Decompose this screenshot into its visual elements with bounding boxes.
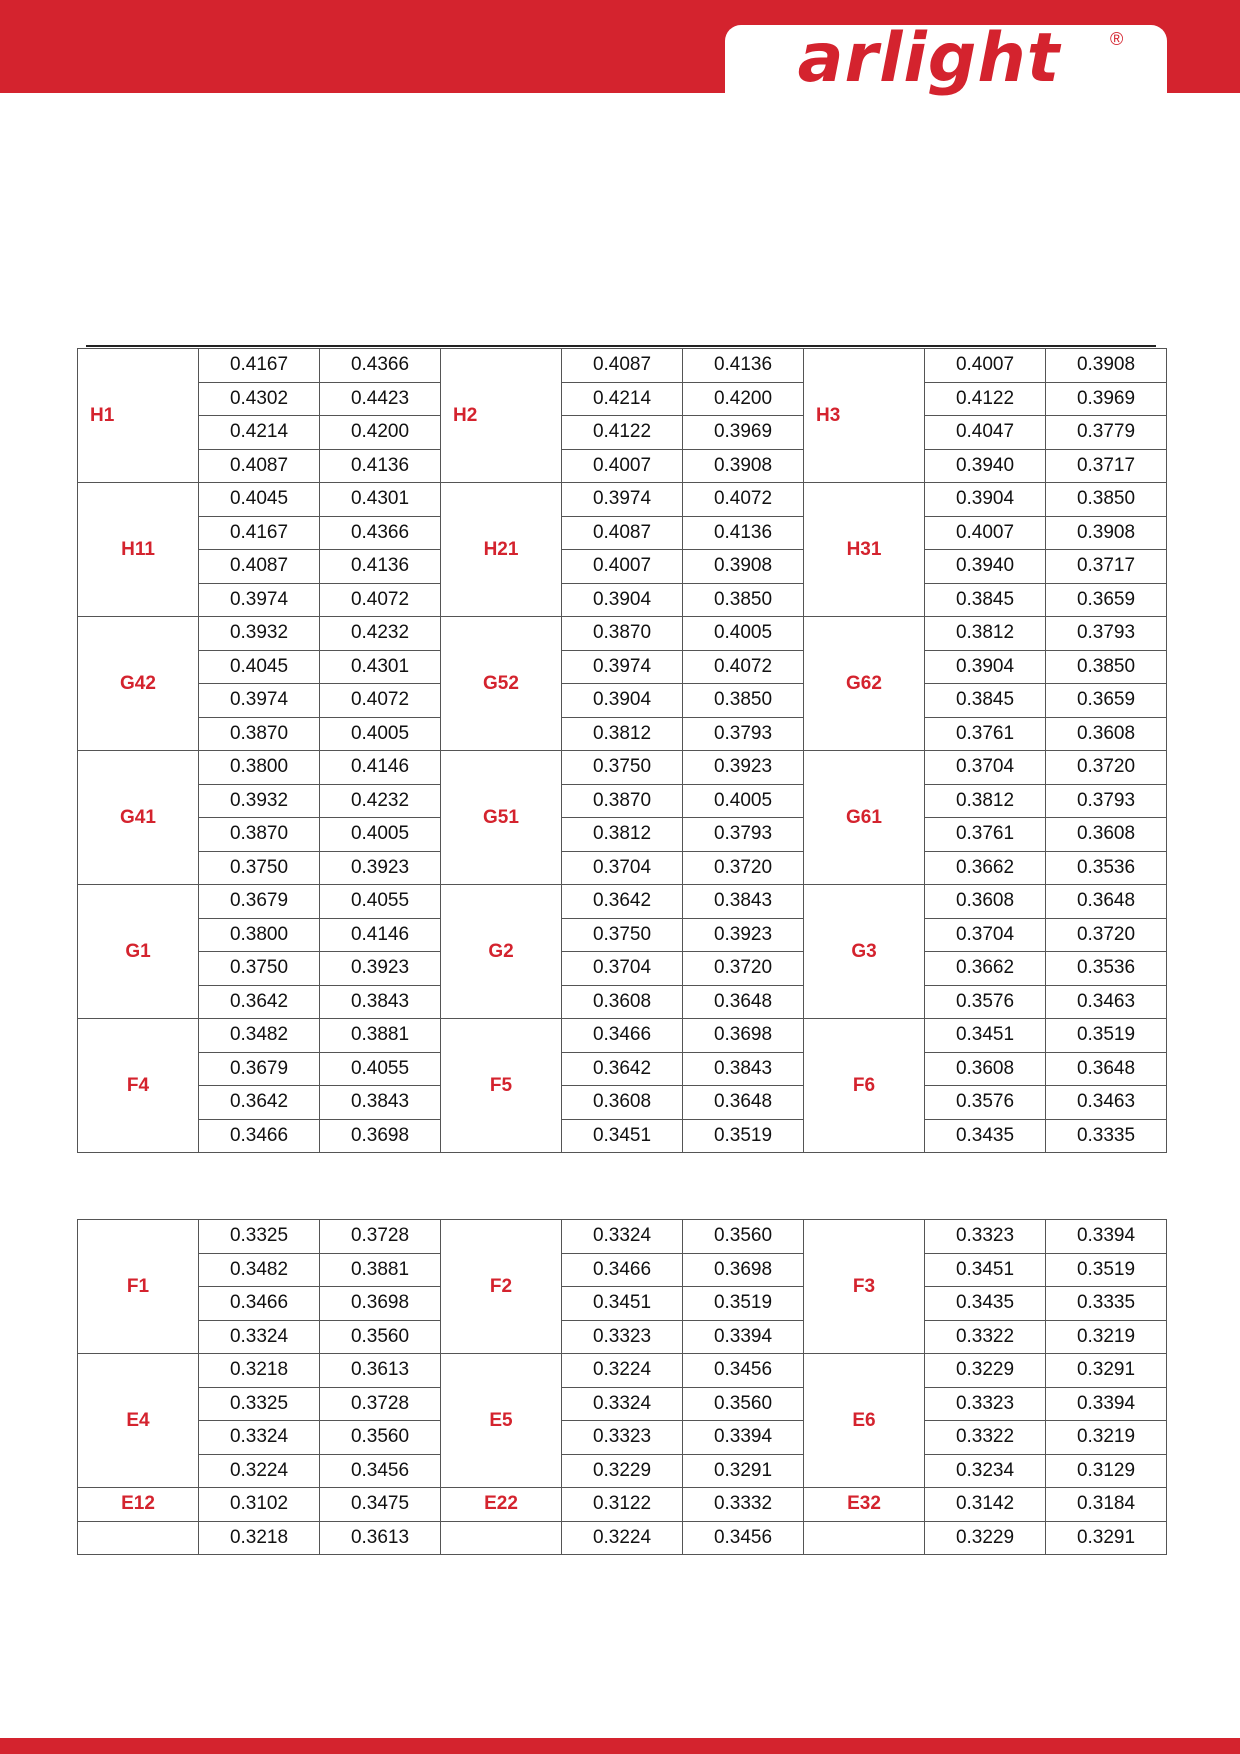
x-coordinate-cell: 0.3800 [199, 751, 320, 785]
x-coordinate-cell: 0.3904 [562, 684, 683, 718]
x-coordinate-cell: 0.3323 [925, 1387, 1046, 1421]
x-coordinate-cell: 0.3812 [925, 617, 1046, 651]
y-coordinate-cell: 0.3560 [320, 1421, 441, 1455]
bin-label [804, 1521, 925, 1555]
y-coordinate-cell: 0.4055 [320, 1052, 441, 1086]
table-row [78, 382, 1167, 416]
x-coordinate-cell: 0.3324 [562, 1387, 683, 1421]
bin-label: G3 [804, 885, 925, 1019]
y-coordinate-cell: 0.4200 [683, 382, 804, 416]
x-coordinate-cell: 0.3679 [199, 1052, 320, 1086]
x-coordinate-cell: 0.3466 [199, 1287, 320, 1321]
y-coordinate-cell: 0.3843 [320, 1086, 441, 1120]
y-coordinate-cell: 0.3843 [320, 985, 441, 1019]
x-coordinate-cell: 0.3218 [199, 1354, 320, 1388]
bin-label: E4 [78, 1354, 199, 1488]
x-coordinate-cell: 0.3812 [562, 717, 683, 751]
y-coordinate-cell: 0.4146 [320, 918, 441, 952]
bin-label: H11 [78, 483, 199, 617]
y-coordinate-cell: 0.4005 [320, 717, 441, 751]
y-coordinate-cell: 0.3908 [683, 550, 804, 584]
x-coordinate-cell: 0.3642 [562, 885, 683, 919]
y-coordinate-cell: 0.3698 [683, 1253, 804, 1287]
table-row [78, 717, 1167, 751]
y-coordinate-cell: 0.3475 [320, 1488, 441, 1522]
x-coordinate-cell: 0.3482 [199, 1019, 320, 1053]
y-coordinate-cell: 0.3219 [1046, 1421, 1167, 1455]
bin-label: E5 [441, 1354, 562, 1488]
y-coordinate-cell: 0.3659 [1046, 583, 1167, 617]
table-row [78, 684, 1167, 718]
y-coordinate-cell: 0.3843 [683, 885, 804, 919]
footer-band [0, 1738, 1240, 1754]
x-coordinate-cell: 0.3324 [199, 1320, 320, 1354]
y-coordinate-cell: 0.3659 [1046, 684, 1167, 718]
bin-label: H2 [441, 349, 562, 483]
x-coordinate-cell: 0.3325 [199, 1387, 320, 1421]
y-coordinate-cell: 0.3648 [1046, 1052, 1167, 1086]
table-row [78, 1287, 1167, 1321]
x-coordinate-cell: 0.3466 [199, 1119, 320, 1153]
y-coordinate-cell: 0.3394 [1046, 1387, 1167, 1421]
x-coordinate-cell: 0.3974 [562, 483, 683, 517]
table-row [78, 1488, 1167, 1522]
y-coordinate-cell: 0.3717 [1046, 449, 1167, 483]
logo-tab [725, 19, 1167, 98]
bins-table-upper [77, 348, 1167, 1153]
y-coordinate-cell: 0.4136 [320, 449, 441, 483]
x-coordinate-cell: 0.3704 [925, 918, 1046, 952]
y-coordinate-cell: 0.3698 [320, 1287, 441, 1321]
x-coordinate-cell: 0.3466 [562, 1253, 683, 1287]
x-coordinate-cell: 0.3323 [562, 1320, 683, 1354]
x-coordinate-cell: 0.3608 [925, 885, 1046, 919]
x-coordinate-cell: 0.4087 [199, 449, 320, 483]
x-coordinate-cell: 0.3974 [562, 650, 683, 684]
table-row [78, 516, 1167, 550]
x-coordinate-cell: 0.3812 [925, 784, 1046, 818]
x-coordinate-cell: 0.3608 [925, 1052, 1046, 1086]
x-coordinate-cell: 0.3932 [199, 617, 320, 651]
table-row [78, 416, 1167, 450]
y-coordinate-cell: 0.3184 [1046, 1488, 1167, 1522]
y-coordinate-cell: 0.3793 [1046, 617, 1167, 651]
y-coordinate-cell: 0.3456 [683, 1521, 804, 1555]
table-top-rule [86, 345, 1156, 347]
x-coordinate-cell: 0.3750 [199, 851, 320, 885]
x-coordinate-cell: 0.3761 [925, 717, 1046, 751]
y-coordinate-cell: 0.3519 [1046, 1253, 1167, 1287]
bin-label: E22 [441, 1488, 562, 1522]
x-coordinate-cell: 0.3974 [199, 684, 320, 718]
y-coordinate-cell: 0.4301 [320, 650, 441, 684]
x-coordinate-cell: 0.3642 [199, 985, 320, 1019]
table-row [78, 784, 1167, 818]
table-row [78, 1421, 1167, 1455]
x-coordinate-cell: 0.3704 [925, 751, 1046, 785]
x-coordinate-cell: 0.3704 [562, 952, 683, 986]
y-coordinate-cell: 0.3463 [1046, 1086, 1167, 1120]
y-coordinate-cell: 0.3613 [320, 1354, 441, 1388]
x-coordinate-cell: 0.3576 [925, 985, 1046, 1019]
x-coordinate-cell: 0.3218 [199, 1521, 320, 1555]
x-coordinate-cell: 0.3940 [925, 550, 1046, 584]
y-coordinate-cell: 0.3394 [683, 1320, 804, 1354]
y-coordinate-cell: 0.4072 [683, 650, 804, 684]
x-coordinate-cell: 0.3435 [925, 1287, 1046, 1321]
x-coordinate-cell: 0.3229 [925, 1521, 1046, 1555]
x-coordinate-cell: 0.3229 [925, 1354, 1046, 1388]
bin-label [441, 1521, 562, 1555]
x-coordinate-cell: 0.3324 [562, 1220, 683, 1254]
y-coordinate-cell: 0.3456 [683, 1354, 804, 1388]
y-coordinate-cell: 0.3720 [1046, 751, 1167, 785]
bin-label: F4 [78, 1019, 199, 1153]
y-coordinate-cell: 0.4136 [683, 349, 804, 383]
bin-label: H31 [804, 483, 925, 617]
y-coordinate-cell: 0.3394 [1046, 1220, 1167, 1254]
y-coordinate-cell: 0.3291 [683, 1454, 804, 1488]
table-row [78, 1220, 1167, 1254]
y-coordinate-cell: 0.3843 [683, 1052, 804, 1086]
y-coordinate-cell: 0.3519 [683, 1287, 804, 1321]
y-coordinate-cell: 0.3394 [683, 1421, 804, 1455]
table-row [78, 918, 1167, 952]
x-coordinate-cell: 0.3451 [562, 1287, 683, 1321]
x-coordinate-cell: 0.3323 [562, 1421, 683, 1455]
bin-label: F2 [441, 1220, 562, 1354]
y-coordinate-cell: 0.3728 [320, 1387, 441, 1421]
x-coordinate-cell: 0.3451 [925, 1019, 1046, 1053]
x-coordinate-cell: 0.4167 [199, 349, 320, 383]
y-coordinate-cell: 0.4055 [320, 885, 441, 919]
y-coordinate-cell: 0.3850 [1046, 483, 1167, 517]
y-coordinate-cell: 0.4072 [320, 583, 441, 617]
y-coordinate-cell: 0.4232 [320, 784, 441, 818]
bin-label: F3 [804, 1220, 925, 1354]
x-coordinate-cell: 0.3102 [199, 1488, 320, 1522]
y-coordinate-cell: 0.3923 [320, 851, 441, 885]
y-coordinate-cell: 0.3793 [683, 717, 804, 751]
x-coordinate-cell: 0.3142 [925, 1488, 1046, 1522]
x-coordinate-cell: 0.3324 [199, 1421, 320, 1455]
table-row [78, 1454, 1167, 1488]
table-row [78, 1052, 1167, 1086]
x-coordinate-cell: 0.3224 [199, 1454, 320, 1488]
y-coordinate-cell: 0.3908 [1046, 516, 1167, 550]
x-coordinate-cell: 0.3870 [199, 818, 320, 852]
x-coordinate-cell: 0.4302 [199, 382, 320, 416]
table-row [78, 851, 1167, 885]
table-row [78, 650, 1167, 684]
x-coordinate-cell: 0.3904 [925, 483, 1046, 517]
y-coordinate-cell: 0.4072 [320, 684, 441, 718]
table-row [78, 952, 1167, 986]
y-coordinate-cell: 0.3793 [683, 818, 804, 852]
table-row [78, 818, 1167, 852]
x-coordinate-cell: 0.3435 [925, 1119, 1046, 1153]
y-coordinate-cell: 0.3536 [1046, 851, 1167, 885]
bin-label: E12 [78, 1488, 199, 1522]
y-coordinate-cell: 0.3850 [683, 684, 804, 718]
x-coordinate-cell: 0.3761 [925, 818, 1046, 852]
table-row [78, 1253, 1167, 1287]
x-coordinate-cell: 0.3870 [562, 784, 683, 818]
x-coordinate-cell: 0.3608 [562, 1086, 683, 1120]
y-coordinate-cell: 0.4136 [683, 516, 804, 550]
x-coordinate-cell: 0.3904 [925, 650, 1046, 684]
x-coordinate-cell: 0.3812 [562, 818, 683, 852]
y-coordinate-cell: 0.4072 [683, 483, 804, 517]
x-coordinate-cell: 0.3932 [199, 784, 320, 818]
x-coordinate-cell: 0.4214 [562, 382, 683, 416]
table-row [78, 1320, 1167, 1354]
y-coordinate-cell: 0.3728 [320, 1220, 441, 1254]
y-coordinate-cell: 0.3648 [1046, 885, 1167, 919]
x-coordinate-cell: 0.3482 [199, 1253, 320, 1287]
x-coordinate-cell: 0.3750 [562, 751, 683, 785]
y-coordinate-cell: 0.3850 [1046, 650, 1167, 684]
x-coordinate-cell: 0.3322 [925, 1320, 1046, 1354]
y-coordinate-cell: 0.3969 [1046, 382, 1167, 416]
y-coordinate-cell: 0.3908 [1046, 349, 1167, 383]
y-coordinate-cell: 0.3720 [683, 851, 804, 885]
y-coordinate-cell: 0.3720 [1046, 918, 1167, 952]
bin-label: E6 [804, 1354, 925, 1488]
bin-label [78, 1521, 199, 1555]
y-coordinate-cell: 0.3923 [683, 918, 804, 952]
brand-logo: arlight [797, 19, 1061, 98]
y-coordinate-cell: 0.3560 [683, 1387, 804, 1421]
x-coordinate-cell: 0.3845 [925, 583, 1046, 617]
y-coordinate-cell: 0.3698 [320, 1119, 441, 1153]
y-coordinate-cell: 0.3332 [683, 1488, 804, 1522]
y-coordinate-cell: 0.3969 [683, 416, 804, 450]
y-coordinate-cell: 0.3608 [1046, 818, 1167, 852]
x-coordinate-cell: 0.3974 [199, 583, 320, 617]
x-coordinate-cell: 0.3704 [562, 851, 683, 885]
table-row [78, 751, 1167, 785]
x-coordinate-cell: 0.3451 [562, 1119, 683, 1153]
x-coordinate-cell: 0.3608 [562, 985, 683, 1019]
x-coordinate-cell: 0.3870 [562, 617, 683, 651]
x-coordinate-cell: 0.4087 [199, 550, 320, 584]
y-coordinate-cell: 0.3850 [683, 583, 804, 617]
x-coordinate-cell: 0.4007 [925, 516, 1046, 550]
y-coordinate-cell: 0.4146 [320, 751, 441, 785]
table-row [78, 550, 1167, 584]
bin-label: F1 [78, 1220, 199, 1354]
table-row [78, 985, 1167, 1019]
bin-label: G41 [78, 751, 199, 885]
y-coordinate-cell: 0.3536 [1046, 952, 1167, 986]
bin-label: G42 [78, 617, 199, 751]
y-coordinate-cell: 0.3881 [320, 1019, 441, 1053]
y-coordinate-cell: 0.4366 [320, 516, 441, 550]
x-coordinate-cell: 0.3870 [199, 717, 320, 751]
y-coordinate-cell: 0.3335 [1046, 1287, 1167, 1321]
y-coordinate-cell: 0.3456 [320, 1454, 441, 1488]
table-row [78, 349, 1167, 383]
x-coordinate-cell: 0.3845 [925, 684, 1046, 718]
y-coordinate-cell: 0.3291 [1046, 1354, 1167, 1388]
x-coordinate-cell: 0.4167 [199, 516, 320, 550]
x-coordinate-cell: 0.3234 [925, 1454, 1046, 1488]
y-coordinate-cell: 0.3335 [1046, 1119, 1167, 1153]
y-coordinate-cell: 0.4423 [320, 382, 441, 416]
x-coordinate-cell: 0.3576 [925, 1086, 1046, 1120]
x-coordinate-cell: 0.3642 [199, 1086, 320, 1120]
bin-label: G51 [441, 751, 562, 885]
y-coordinate-cell: 0.3560 [683, 1220, 804, 1254]
bin-label: H21 [441, 483, 562, 617]
y-coordinate-cell: 0.3519 [1046, 1019, 1167, 1053]
y-coordinate-cell: 0.3463 [1046, 985, 1167, 1019]
bin-label: G1 [78, 885, 199, 1019]
y-coordinate-cell: 0.3698 [683, 1019, 804, 1053]
bin-label: H3 [804, 349, 925, 483]
x-coordinate-cell: 0.4122 [925, 382, 1046, 416]
y-coordinate-cell: 0.4232 [320, 617, 441, 651]
registered-mark: ® [1110, 29, 1124, 49]
x-coordinate-cell: 0.4007 [562, 449, 683, 483]
x-coordinate-cell: 0.3322 [925, 1421, 1046, 1455]
y-coordinate-cell: 0.3779 [1046, 416, 1167, 450]
table-row [78, 1086, 1167, 1120]
x-coordinate-cell: 0.3325 [199, 1220, 320, 1254]
x-coordinate-cell: 0.4087 [562, 516, 683, 550]
x-coordinate-cell: 0.4122 [562, 416, 683, 450]
bin-label: E32 [804, 1488, 925, 1522]
y-coordinate-cell: 0.3613 [320, 1521, 441, 1555]
x-coordinate-cell: 0.3750 [199, 952, 320, 986]
y-coordinate-cell: 0.3129 [1046, 1454, 1167, 1488]
x-coordinate-cell: 0.4047 [925, 416, 1046, 450]
x-coordinate-cell: 0.3750 [562, 918, 683, 952]
x-coordinate-cell: 0.3224 [562, 1521, 683, 1555]
x-coordinate-cell: 0.3466 [562, 1019, 683, 1053]
table-row [78, 1019, 1167, 1053]
y-coordinate-cell: 0.4005 [683, 784, 804, 818]
x-coordinate-cell: 0.4007 [562, 550, 683, 584]
table-row [78, 1387, 1167, 1421]
x-coordinate-cell: 0.3662 [925, 851, 1046, 885]
x-coordinate-cell: 0.3451 [925, 1253, 1046, 1287]
table-row [78, 583, 1167, 617]
y-coordinate-cell: 0.3881 [320, 1253, 441, 1287]
table-row [78, 1521, 1167, 1555]
y-coordinate-cell: 0.3793 [1046, 784, 1167, 818]
y-coordinate-cell: 0.3908 [683, 449, 804, 483]
bin-label: H1 [78, 349, 199, 483]
x-coordinate-cell: 0.3224 [562, 1354, 683, 1388]
y-coordinate-cell: 0.3720 [683, 952, 804, 986]
bin-label: G62 [804, 617, 925, 751]
x-coordinate-cell: 0.4045 [199, 483, 320, 517]
y-coordinate-cell: 0.3560 [320, 1320, 441, 1354]
y-coordinate-cell: 0.3648 [683, 985, 804, 1019]
bin-label: F5 [441, 1019, 562, 1153]
y-coordinate-cell: 0.4200 [320, 416, 441, 450]
y-coordinate-cell: 0.4301 [320, 483, 441, 517]
x-coordinate-cell: 0.3229 [562, 1454, 683, 1488]
x-coordinate-cell: 0.3122 [562, 1488, 683, 1522]
y-coordinate-cell: 0.3219 [1046, 1320, 1167, 1354]
y-coordinate-cell: 0.4005 [320, 818, 441, 852]
x-coordinate-cell: 0.3323 [925, 1220, 1046, 1254]
table-row [78, 449, 1167, 483]
y-coordinate-cell: 0.3291 [1046, 1521, 1167, 1555]
y-coordinate-cell: 0.4366 [320, 349, 441, 383]
x-coordinate-cell: 0.4045 [199, 650, 320, 684]
x-coordinate-cell: 0.3662 [925, 952, 1046, 986]
bin-label: G52 [441, 617, 562, 751]
bins-table-lower [77, 1219, 1167, 1555]
x-coordinate-cell: 0.4007 [925, 349, 1046, 383]
y-coordinate-cell: 0.3519 [683, 1119, 804, 1153]
y-coordinate-cell: 0.3923 [320, 952, 441, 986]
x-coordinate-cell: 0.3800 [199, 918, 320, 952]
table-row [78, 1119, 1167, 1153]
x-coordinate-cell: 0.4214 [199, 416, 320, 450]
y-coordinate-cell: 0.4005 [683, 617, 804, 651]
bin-label: G2 [441, 885, 562, 1019]
table-row [78, 617, 1167, 651]
y-coordinate-cell: 0.3608 [1046, 717, 1167, 751]
y-coordinate-cell: 0.3717 [1046, 550, 1167, 584]
table-row [78, 1354, 1167, 1388]
x-coordinate-cell: 0.3904 [562, 583, 683, 617]
x-coordinate-cell: 0.3679 [199, 885, 320, 919]
bin-label: F6 [804, 1019, 925, 1153]
table-row [78, 885, 1167, 919]
y-coordinate-cell: 0.3923 [683, 751, 804, 785]
y-coordinate-cell: 0.4136 [320, 550, 441, 584]
x-coordinate-cell: 0.4087 [562, 349, 683, 383]
x-coordinate-cell: 0.3642 [562, 1052, 683, 1086]
table-row [78, 483, 1167, 517]
bin-label: G61 [804, 751, 925, 885]
y-coordinate-cell: 0.3648 [683, 1086, 804, 1120]
x-coordinate-cell: 0.3940 [925, 449, 1046, 483]
